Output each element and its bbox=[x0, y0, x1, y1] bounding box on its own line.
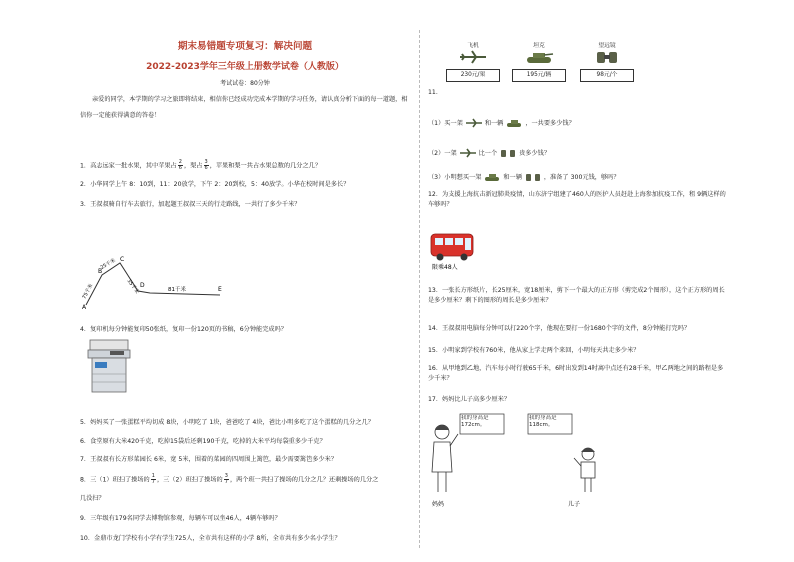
question-8: 8．三（1）班扫了操场的 $\frac{1}{7}$ ，三（2）班扫了操场的 $\frac{3}{7}$ ，两个班一共扫了操场的几分之几？还剩操场的几分之 bbox=[80, 473, 379, 485]
fraction: $\frac{3}{6}$ bbox=[204, 159, 208, 171]
route-diagram bbox=[80, 253, 230, 311]
question-8-continued: 几没扫？ bbox=[80, 495, 105, 502]
question-11-3: （3）小明想买一架 和一辆 ，准备了 300元钱，够吗？ bbox=[428, 174, 620, 181]
fraction: $\frac{2}{6}$ bbox=[178, 159, 182, 171]
route-point-a: A bbox=[82, 304, 87, 311]
height-comparison-figure bbox=[428, 412, 658, 512]
route-distance-de: 81千米 bbox=[168, 287, 186, 293]
plane-icon bbox=[465, 118, 483, 128]
route-point-c: C bbox=[120, 256, 125, 263]
question-7: 7．王叔叔有长方形菜园长 6米，宽 5米，围着的菜园的四周围上篱笆，最少需要篱笆多少米？ bbox=[80, 456, 338, 463]
fraction: $\frac{1}{7}$ bbox=[151, 473, 155, 485]
route-point-b: B bbox=[98, 268, 103, 275]
route-point-d: D bbox=[140, 282, 145, 289]
question-12: 12．为支援上海抗击新冠肺炎疫情，山东济宁组建了460人的医护人员赶赴上海参加抗疫工作，租 9辆这样的车够吗？ bbox=[428, 191, 726, 208]
question-5: 5．妈妈买了一张蛋糕平均切成 8块，小明吃了 1块，爸爸吃了 4块，爸比小明多吃了这个蛋糕的几分之几？ bbox=[80, 419, 374, 426]
intro-text: 亲爱的同学，本学期的学习之旅即将结束，相信你已经成功完成本学期的学习任务，请认真分析下面的每一道题，相信你一定能获得满意的答卷！ bbox=[80, 96, 408, 119]
son-label: 儿子 bbox=[568, 501, 581, 508]
page-subtitle: 2022-2023学年三年级上册数学试卷（人教版） bbox=[146, 62, 344, 72]
left-column bbox=[80, 40, 410, 542]
mom-label: 妈妈 bbox=[432, 501, 445, 508]
tank-icon bbox=[524, 49, 554, 65]
copier-image bbox=[86, 336, 134, 394]
question-6: 6．食堂原有大米420千克，吃掉15袋后还剩190千克，吃掉的大米平均每袋重多少千克？ bbox=[80, 438, 326, 445]
question-15: 15．小明家到学校有760米，他从家上学走两个来回，小明每天共走多少米？ bbox=[428, 347, 640, 354]
item-plane: 飞机 230元/架 bbox=[446, 40, 500, 82]
fraction: $\frac{3}{7}$ bbox=[224, 473, 228, 485]
route-distance-bc: 25千米 bbox=[99, 257, 117, 271]
mom-speech-bubble: 我的身高是172cm。 bbox=[461, 415, 489, 428]
question-3: 3．王叔叔骑自行车去旅行，加起题王叔叔三天的行走路线，一共行了多少千米？ bbox=[80, 201, 301, 208]
route-point-e: E bbox=[218, 286, 222, 293]
page-title: 期末易错题专项复习：解决问题 bbox=[177, 41, 313, 52]
question-11-2: （2）一架 比一个 贵多少钱？ bbox=[428, 150, 551, 157]
binoculars-icon bbox=[499, 148, 517, 158]
question-14: 14．王叔叔用电脑每分钟可以打220个字，他现在要打一份1680个字的文件，8分钟能打完吗？ bbox=[428, 325, 691, 332]
question-11: 11. bbox=[428, 89, 438, 96]
son-speech-bubble: 我的身高是118cm。 bbox=[529, 415, 557, 428]
route-distance-ab: 75千米 bbox=[81, 282, 95, 301]
plane-icon bbox=[459, 148, 477, 158]
exam-time: 考试试卷：80分钟 bbox=[220, 80, 270, 87]
binoculars-icon bbox=[524, 172, 542, 182]
tank-icon bbox=[483, 172, 501, 182]
question-10: 10．金鼎市龙门学校有小学有学生725人，全市共有这样的小学 8所，全市共有多少名小学生？ bbox=[80, 535, 341, 542]
question-11-1: （1）买一架 和一辆 ，一共要多少钱？ bbox=[428, 120, 575, 127]
bus-capacity-label: 限乘48人 bbox=[432, 264, 458, 271]
binoculars-icon bbox=[592, 49, 622, 65]
tank-icon bbox=[505, 118, 523, 128]
column-divider bbox=[419, 30, 420, 548]
bus-image bbox=[430, 232, 476, 272]
question-9: 9．三年级有179名同学去博物馆参观，每辆车可以坐46人，4辆车够吗？ bbox=[80, 515, 281, 522]
tank-price: 195元/辆 bbox=[512, 69, 566, 82]
question-1: 1．高志远家一批水果，其中苹果占 $\frac{2}{6}$ ，梨占 $\frac{3}{6}$ ，苹果和梨一共占水果总数的几分之几？ bbox=[80, 159, 322, 171]
question-16: 16．从甲地到乙地，汽车每小时行驶65千米，6时出发到14时离中点还有28千米，甲乙两地之间的路程是多少千米？ bbox=[428, 365, 724, 382]
question-13: 13．一张长方形纸片，长25厘米，宽18厘米，剪下一个最大的正方形（剪完成2个图形），这个正方形的周长是多少厘米？剩下的图形的周长是多少厘米？ bbox=[428, 287, 725, 304]
question-17: 17．妈妈比儿子高多少厘米？ bbox=[428, 396, 511, 403]
plane-icon bbox=[458, 49, 488, 65]
telescope-price: 98元/个 bbox=[580, 69, 634, 82]
plane-price: 230元/架 bbox=[446, 69, 500, 82]
route-distance-cd: 35千米 bbox=[125, 278, 140, 296]
question-2: 2．小华同学上午 8：10到，11：20放学，下午 2：20到校，5：40放学。小华在校时间是多长？ bbox=[80, 181, 350, 188]
item-telescope: 望远镜 98元/个 bbox=[580, 40, 634, 82]
item-tank: 坦克 195元/辆 bbox=[512, 40, 566, 82]
question-4: 4．复印机每分钟能复印50张纸，复印一份120页的书稿，6分钟能完成吗？ bbox=[80, 326, 287, 333]
